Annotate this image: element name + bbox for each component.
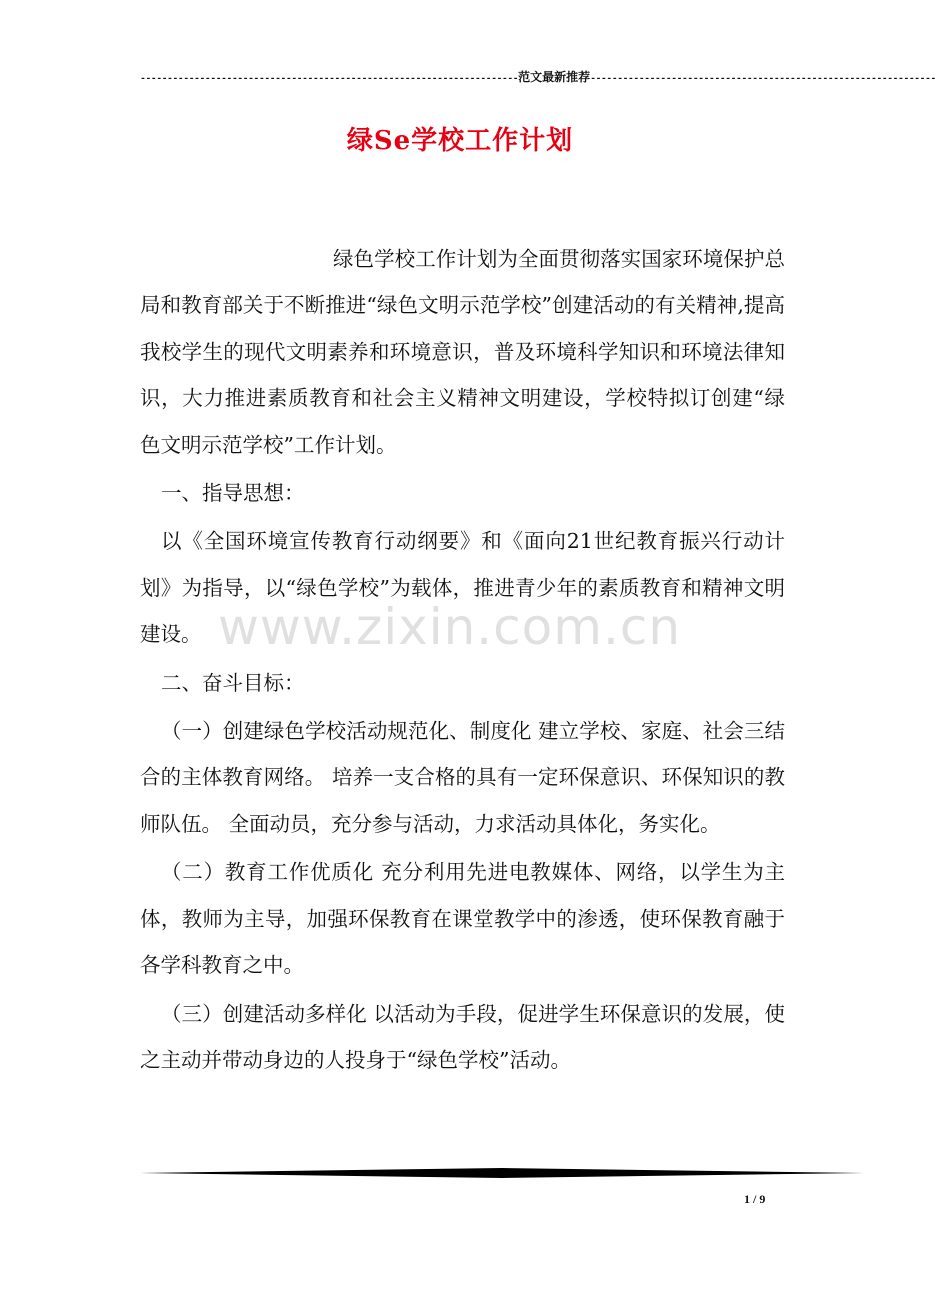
header-label: 范文最新推荐 xyxy=(518,70,591,84)
header-dashes-left: ---------------------------------------------------------------------- xyxy=(140,74,519,85)
section-heading-guiding: 一、指导思想： xyxy=(161,481,305,506)
goal-paragraph-3: （三）创建活动多样化 以活动为手段，促进学生环保意识的发展，使之主动并带动身边的人投身于“绿色学校”活动。 xyxy=(140,1001,785,1072)
page-number: 1 / 9 xyxy=(744,1192,766,1206)
page-header xyxy=(140,68,936,85)
document-title: 绿Se学校工作计划 xyxy=(346,126,574,156)
footer-divider xyxy=(140,1166,864,1180)
header-dashes-right: ---------------------------------------------------------------- xyxy=(590,74,936,85)
document-body xyxy=(140,236,785,1083)
guiding-paragraph: 以《全国环境宣传教育行动纲要》和《面向21世纪教育振兴行动计划》为指导，以“绿色学校”为载体，推进青少年的素质教育和精神文明建设。 xyxy=(140,529,785,647)
intro-paragraph: 绿色学校工作计划为全面贯彻落实国家环境保护总局和教育部关于不断推进“绿色文明示范学校”创建活动的有关精神,提高我校学生的现代文明素养和环境意识，普及环境科学知识和环境法律知识，大力推进素质教育和社会主义精神文明建设，学校特拟订创建“绿色文明示范学校”工作计划。 xyxy=(140,247,785,457)
watermark: www.zixin.com.cn xyxy=(218,598,682,656)
goal-paragraph-1: （一）创建绿色学校活动规范化、制度化 建立学校、家庭、社会三结合的主体教育网络。 培养一支合格的具有一定环保意识、环保知识的教师队伍。 全面动员，充分参与活动，力求活动具体化，务实化。 xyxy=(140,719,785,836)
section-heading-goals: 二、奋斗目标： xyxy=(161,670,305,695)
goal-paragraph-2: （二）教育工作优质化 充分利用先进电教媒体、网络，以学生为主体，教师为主导，加强环保教育在课堂教学中的渗透，使环保教育融于各学科教育之中。 xyxy=(140,860,785,978)
